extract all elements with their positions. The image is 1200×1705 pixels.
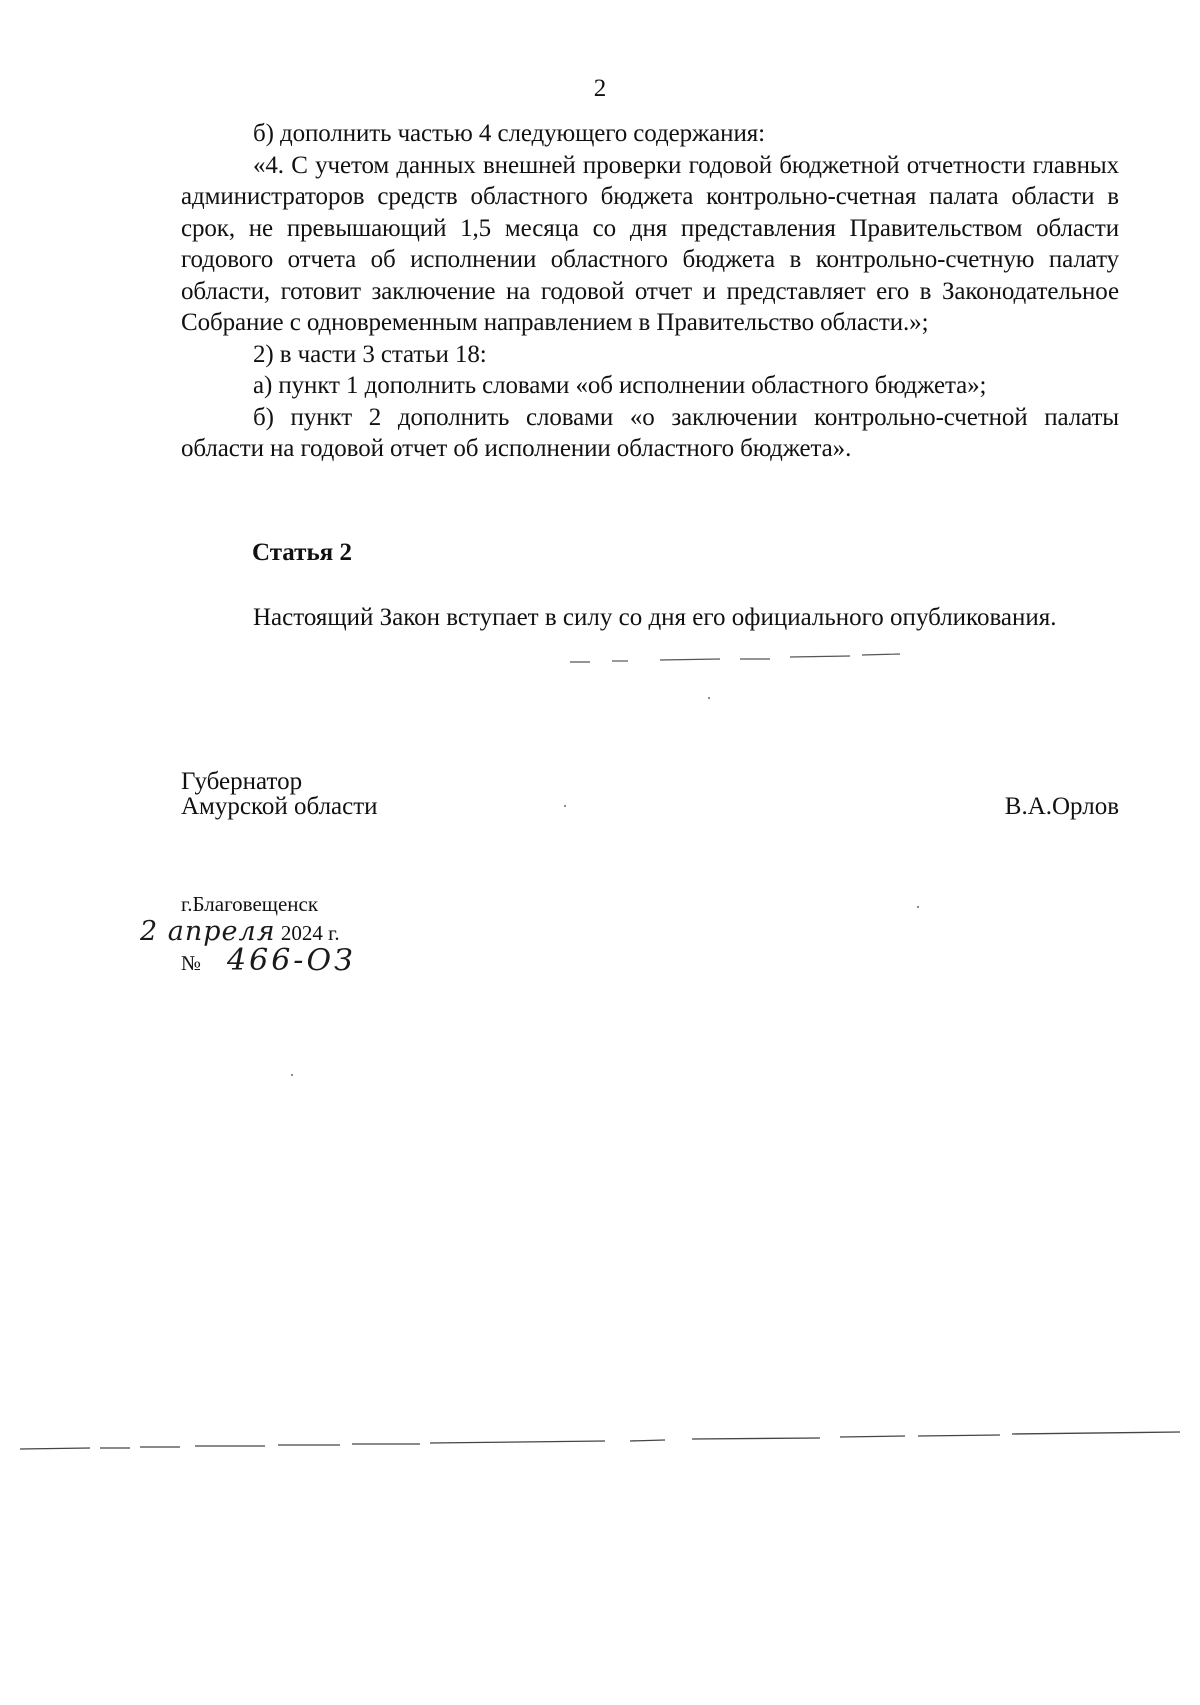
article-heading: Статья 2 — [252, 539, 352, 566]
paragraph-entry-into-force: Настоящий Закон вступает в силу со дня его официального опубликования. — [253, 604, 1057, 631]
paragraph-point-1: а) пункт 1 дополнить словами «об исполнении областного бюджета»; — [253, 372, 987, 399]
paragraph-article-18: 2) в части 3 статьи 18: — [253, 340, 487, 368]
paragraph-amend-part-4: б) дополнить частью 4 следующего содержания: — [253, 120, 765, 147]
law-amendment-text — [181, 118, 1119, 465]
dashed-scan-line-mid — [570, 654, 900, 662]
governor-title-line-1: Губернатор — [181, 768, 303, 795]
closing-text — [181, 602, 1119, 634]
number-sign: № — [181, 951, 202, 975]
governor-title-line-2: Амурской области — [181, 793, 378, 820]
handwritten-law-number: 466-ОЗ — [227, 943, 356, 978]
place-block — [181, 892, 318, 917]
governor-title — [181, 769, 378, 819]
scan-dots — [291, 697, 919, 1076]
dashed-scan-line-bottom — [20, 1432, 1180, 1449]
signature-block — [181, 769, 1119, 833]
law-number-line — [181, 943, 356, 978]
paragraph-point-2: б) пункт 2 дополнить словами «о заключении контрольно-счетной палаты области на годовой отчет об исполнении областного бюджета». — [181, 403, 1119, 462]
page-number: 2 — [593, 75, 607, 102]
date-year: 2024 г. — [280, 921, 340, 945]
governor-name: В.А.Орлов — [1004, 793, 1119, 820]
paragraph-part-4-content: «4. С учетом данных внешней проверки годовой бюджетной отчетности главных администраторов средств областного бюджета контрольно-счетная палата области в срок, не превышающий 1,5 месяца со дня представления Правительством области годового отчета об исполнении областного бюджета в контрольно-счетную палату области, готовит заключение на годовой отчет и представляет его в Законодательное Собрание с одновременным направлением в Правительство области.»; — [181, 151, 1119, 336]
city-name: г.Благовещенск — [181, 892, 319, 916]
handwritten-date: 2 апреля — [140, 916, 276, 947]
